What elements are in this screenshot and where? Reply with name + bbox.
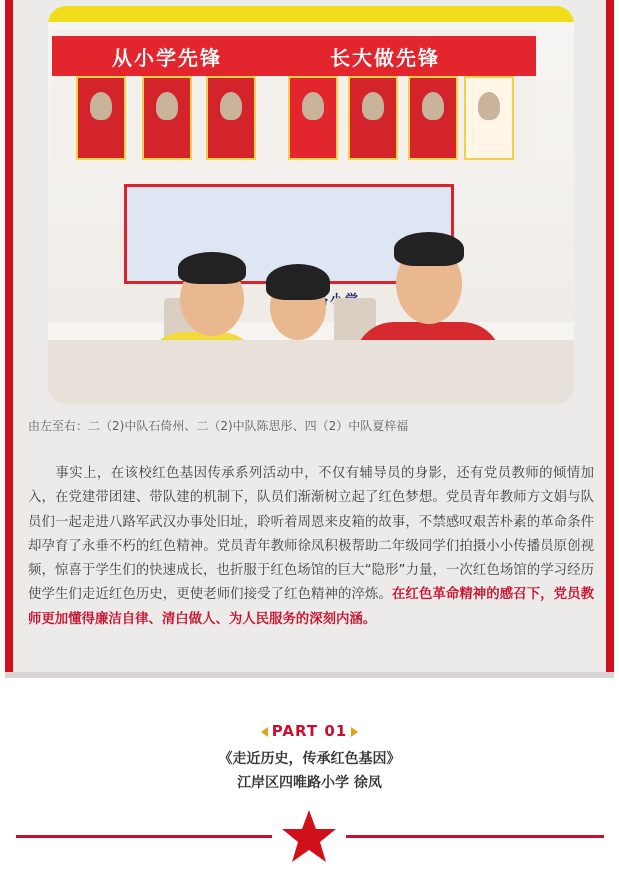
article-body: 事实上，在该校红色基因传承系列活动中，不仅有辅导员的身影，还有党员教师的倾情加入，在党建带团建、带队建的机制下，队员们渐渐树立起了红色梦想。党员青年教师方文娟与队员们一起走进八路军武汉办事处旧址，聆听着周恩来皮箱的故事，不禁感叹艰苦朴素的革命条件却孕育了永垂不朽的红色精神。党员青年教师徐凤积极帮助二年级同学们拍摄小小传播员原创视频，惊喜于学生们的快速成长，也折服于红色场馆的巨大“隐形”力量，一次红色场馆的学习经历使学生们走近红色历史，更使老师们接受了红色精神的淬炼。 <box>28 466 594 603</box>
banner-left-text: 从小学先锋 <box>112 46 222 70</box>
desk <box>48 340 574 404</box>
triangle-left-icon <box>261 727 268 737</box>
banner-right-text: 长大做先锋 <box>330 46 440 70</box>
section-title: 《走近历史，传承红色基因》 <box>218 751 401 767</box>
section-author: 江岸区四唯路小学 徐凤 <box>237 775 382 791</box>
students-photo <box>48 6 574 404</box>
pioneer-banner <box>52 30 536 166</box>
part-label: PART 01 <box>271 722 348 740</box>
triangle-right-icon <box>351 727 358 737</box>
portrait-2 <box>142 76 192 160</box>
divider-left <box>16 835 272 838</box>
portrait-5 <box>408 76 458 160</box>
divider-right <box>346 835 604 838</box>
info-panel <box>464 76 514 160</box>
frame-bottom-edge <box>5 672 614 678</box>
portrait-1 <box>76 76 126 160</box>
photo-top-bar <box>48 6 574 22</box>
part-heading <box>0 722 619 740</box>
center-panel <box>288 76 338 160</box>
star-icon <box>280 808 338 864</box>
portrait-4 <box>348 76 398 160</box>
article-emphasis: 在红色革命精神的感召下，党员教师更加懂得廉洁自律、清白做人、为人民服务的深刻内涵。 <box>28 587 595 627</box>
article-paragraph <box>28 462 594 632</box>
portrait-3 <box>206 76 256 160</box>
photo-caption: 由左至右：二（2)中队石倚州、二（2)中队陈思彤、四（2）中队夏梓福 <box>28 419 409 433</box>
